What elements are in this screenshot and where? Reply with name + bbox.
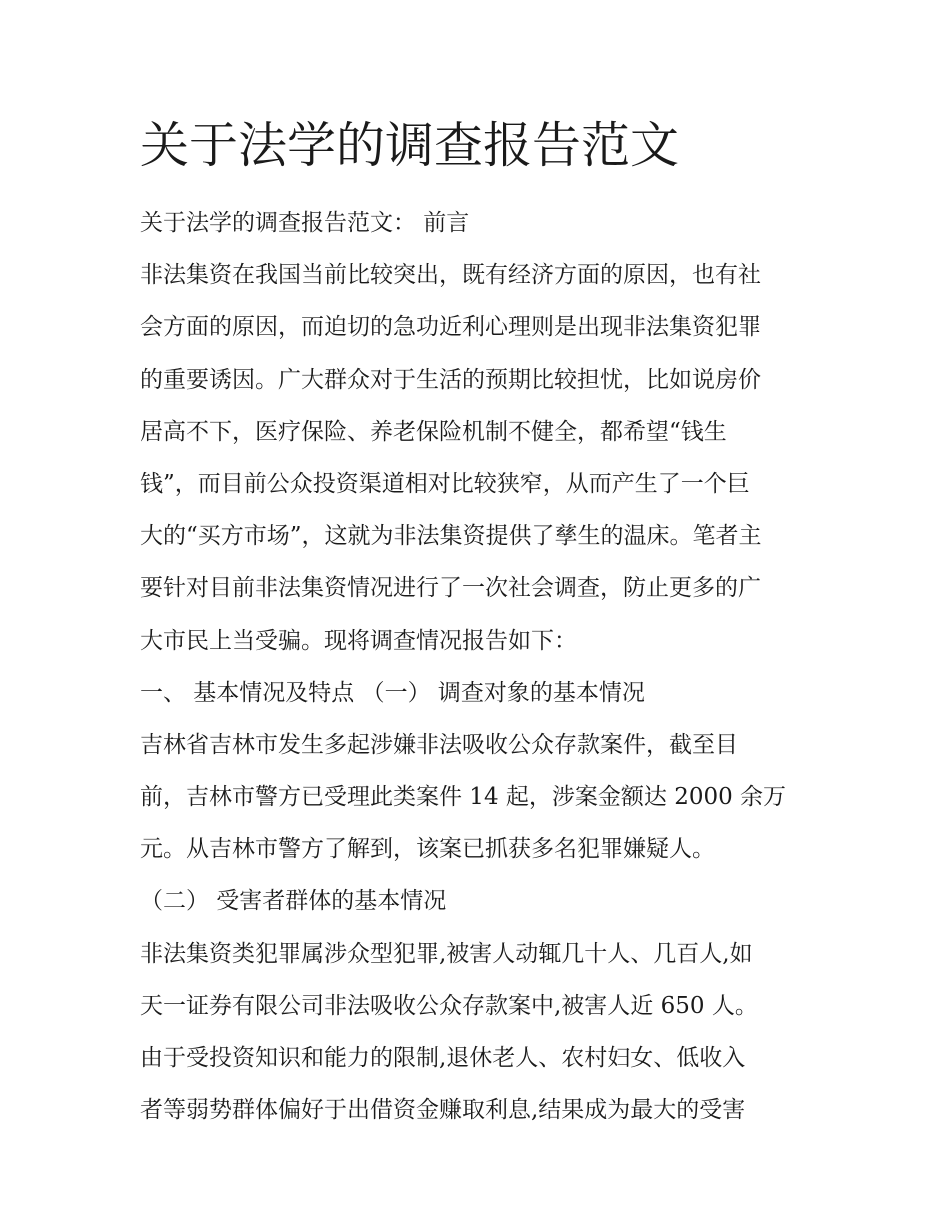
paragraph-line: 天一证券有限公司非法吸收公众存款案中,被害人近 650 人。 [140, 992, 758, 1019]
paragraph-line: 居高不下，医疗保险、养老保险机制不健全，都希望“钱生 [140, 418, 727, 445]
paragraph-line: 由于受投资知识和能力的限制,退休老人、农村妇女、低收入 [140, 1045, 746, 1071]
paragraph-line: 非法集资类犯罪属涉众型犯罪,被害人动辄几十人、几百人,如 [140, 940, 753, 967]
paragraph-line: 前，吉林市警方已受理此类案件 14 起，涉案金额达 2000 余万 [140, 784, 787, 811]
paragraph-line: 非法集资在我国当前比较突出，既有经济方面的原因，也有社 [140, 262, 761, 289]
section-heading-line: 一、 基本情况及特点 （一） 调查对象的基本情况 [140, 679, 645, 706]
document-title: 关于法学的调查报告范文 [140, 117, 680, 174]
subtitle-line: 关于法学的调查报告范文： 前言 [140, 210, 470, 236]
section-heading-line: （二） 受害者群体的基本情况 [140, 888, 447, 915]
paragraph-line: 的重要诱因。广大群众对于生活的预期比较担忧，比如说房价 [140, 366, 761, 393]
paragraph-line: 钱”，而目前公众投资渠道相对比较狭窄，从而产生了一个巨 [140, 470, 750, 497]
paragraph-line: 大市民上当受骗。现将调查情况报告如下： [140, 627, 577, 654]
paragraph-line: 要针对目前非法集资情况进行了一次社会调查，防止更多的广 [140, 575, 761, 602]
paragraph-line: 会方面的原因，而迫切的急功近利心理则是出现非法集资犯罪 [140, 314, 761, 341]
paragraph-line: 者等弱势群体偏好于出借资金赚取利息,结果成为最大的受害 [140, 1097, 746, 1124]
paragraph-line: 吉林省吉林市发生多起涉嫌非法吸收公众存款案件，截至目 [140, 731, 738, 758]
document-body [140, 201, 830, 1140]
paragraph-line: 大的“买方市场”，这就为非法集资提供了孳生的温床。笔者主 [140, 523, 762, 550]
paragraph-line: 元。从吉林市警方了解到，该案已抓获多名犯罪嫌疑人。 [140, 836, 715, 863]
